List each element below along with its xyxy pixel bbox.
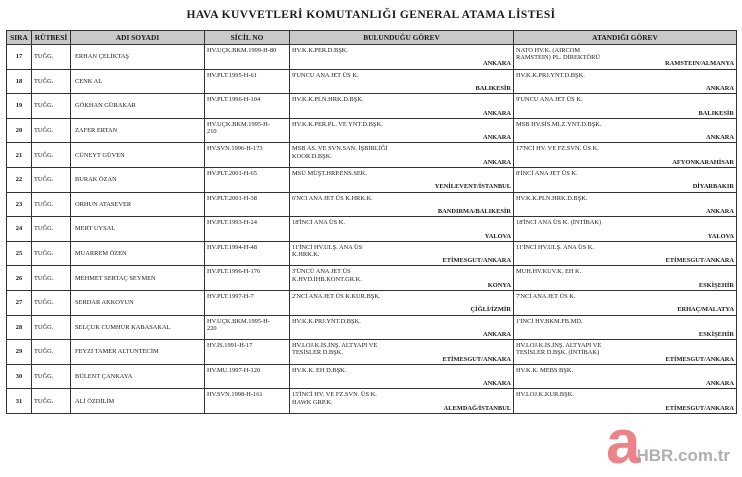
- current-post-city: BALIKESİR: [475, 84, 511, 92]
- row-number: 25: [7, 241, 32, 266]
- row-name: ORHUN ATASEVER: [71, 192, 205, 217]
- assigned-post-line: MUH.HV.KUV.K. EH K.: [516, 268, 582, 276]
- row-name: ZAFER ERTAN: [71, 118, 205, 143]
- row-sicil: [205, 167, 290, 192]
- table-row: [7, 45, 737, 70]
- row-number: 22: [7, 167, 32, 192]
- row-current-post: [290, 217, 514, 242]
- table-body: [7, 45, 737, 414]
- row-current-post: [290, 340, 514, 365]
- row-number: 17: [7, 45, 32, 70]
- header-rutbesi: RÜTBESİ: [32, 31, 71, 45]
- sicil-line: HV.PLT.1997-H-7: [207, 292, 254, 300]
- current-post-line: 11'İNCİ HV.ULŞ. ANA ÜS: [292, 243, 363, 251]
- current-post-line: K.HRK.K.: [292, 250, 320, 258]
- row-sicil: [205, 340, 290, 365]
- row-current-post: [290, 315, 514, 340]
- assigned-post-line: HV.K.K. MEBS BŞK.: [516, 366, 574, 374]
- current-post-city: KONYA: [487, 281, 511, 289]
- sicil-line: HV.MU.1997-H-120: [207, 366, 261, 374]
- assigned-post-city: ESKİŞEHİR: [698, 330, 734, 338]
- row-current-post: [290, 266, 514, 291]
- row-number: 23: [7, 192, 32, 217]
- table-row: [7, 315, 737, 340]
- current-post-city: ANKARA: [482, 158, 511, 166]
- row-current-post: [290, 241, 514, 266]
- current-post-city: ANKARA: [482, 380, 511, 388]
- row-number: 26: [7, 266, 32, 291]
- assigned-post-line: 11'İNCİ HV.ULŞ. ANA ÜS K.: [516, 243, 595, 251]
- row-name: BÜLENT ÇANKAYA: [71, 364, 205, 389]
- header-adi-soyadi: ADI SOYADI: [71, 31, 205, 45]
- row-assigned-post: [514, 266, 737, 291]
- row-rank: TUĞG.: [32, 389, 71, 414]
- row-number: 21: [7, 143, 32, 168]
- row-name: MUARREM ÖZEN: [71, 241, 205, 266]
- assigned-post-line: TESİSLER D.BŞK. (İNTİBAK): [516, 349, 600, 357]
- assigned-post-city: ANKARA: [705, 207, 734, 215]
- header-sicil-no: SİCİL NO: [205, 31, 290, 45]
- assigned-post-city: RAMSTEIN/ALMANYA: [664, 60, 734, 68]
- current-post-city: ANKARA: [482, 60, 511, 68]
- table-row: [7, 118, 737, 143]
- row-name: MERT UYSAL: [71, 217, 205, 242]
- assigned-post-line: 18'İNCİ ANA ÜS K. (İNTİBAK): [516, 219, 602, 227]
- assigned-post-line: 1'İNCİ HV.BKM.FB.MD.: [516, 317, 583, 325]
- row-rank: TUĞG.: [32, 167, 71, 192]
- assigned-post-line: 7'NCİ ANA JET ÜS K.: [516, 292, 576, 300]
- assigned-post-city: ESKİŞEHİR: [698, 281, 734, 289]
- row-current-post: [290, 69, 514, 94]
- row-number: 24: [7, 217, 32, 242]
- row-assigned-post: [514, 94, 737, 119]
- table-row: [7, 192, 737, 217]
- table-row: [7, 266, 737, 291]
- row-assigned-post: [514, 118, 737, 143]
- current-post-line: MSB AS. VE SVN.SAN. İŞBİRLİĞİ: [292, 145, 388, 153]
- sicil-line: 220: [207, 324, 217, 332]
- row-sicil: [205, 45, 290, 70]
- assigned-post-city: ANKARA: [705, 134, 734, 142]
- row-rank: TUĞG.: [32, 192, 71, 217]
- row-sicil: [205, 69, 290, 94]
- row-rank: TUĞG.: [32, 45, 71, 70]
- table-row: [7, 167, 737, 192]
- row-rank: TUĞG.: [32, 241, 71, 266]
- assigned-post-city: BALIKESİR: [698, 109, 734, 117]
- assigned-post-line: HV.LOJ.K.KUR.BŞK.: [516, 391, 574, 399]
- row-sicil: [205, 290, 290, 315]
- row-rank: TUĞG.: [32, 266, 71, 291]
- current-post-line: HV.K.K.PER.D.BŞK.: [292, 47, 348, 54]
- sicil-line: HV.PLT.2001-H-65: [207, 169, 257, 177]
- assigned-post-line: HV.LOJ.K.İS.İNŞ. ALTYAPI VE: [516, 342, 602, 350]
- sicil-line: HV.SVN.1998-H-161: [207, 391, 263, 399]
- row-rank: TUĞG.: [32, 340, 71, 365]
- row-name: CÜNEYT GÜVEN: [71, 143, 205, 168]
- row-name: SELÇUK CUMHUR KABASAKAL: [71, 315, 205, 340]
- row-number: 29: [7, 340, 32, 365]
- row-name: FEYZİ TAMER ALTUNTECİM: [71, 340, 205, 365]
- current-post-line: K.HVD.İHB.KONT.GR.K.: [292, 275, 362, 283]
- row-name: ERHAN ÇELİKTAŞ: [71, 45, 205, 70]
- assigned-post-city: DİYARBAKIR: [692, 183, 734, 191]
- header-atandigi-gorev: ATANDIĞI GÖREV: [514, 31, 737, 45]
- current-post-line: MSÜ MÜŞT.HRP.ENS.SEK.: [292, 169, 367, 177]
- row-current-post: [290, 167, 514, 192]
- row-sicil: [205, 192, 290, 217]
- row-sicil: [205, 118, 290, 143]
- current-post-line: HV.K.K. EH D.BŞK.: [292, 366, 347, 374]
- assigned-post-line: 9'UNCU ANA JET ÜS K.: [516, 96, 583, 104]
- row-current-post: [290, 364, 514, 389]
- current-post-line: 15'İNCİ HV. VE FZ.SVN. ÜS K.: [292, 391, 377, 399]
- table-row: [7, 69, 737, 94]
- row-current-post: [290, 45, 514, 70]
- assigned-post-line: RAMSTEIN) PL. DİREKTÖRÜ: [516, 54, 600, 62]
- current-post-line: HV.LOJ.K.İS.İNŞ. ALTYAPI VE: [292, 342, 378, 350]
- row-sicil: [205, 94, 290, 119]
- row-assigned-post: [514, 167, 737, 192]
- row-number: 18: [7, 69, 32, 94]
- row-rank: TUĞG.: [32, 364, 71, 389]
- current-post-city: YALOVA: [484, 232, 511, 240]
- row-assigned-post: [514, 192, 737, 217]
- current-post-line: 2'NCİ ANA JET ÜS K.KUR.BŞK.: [292, 292, 381, 300]
- current-post-line: TESİSLER D.BŞK.: [292, 349, 343, 357]
- table-row: [7, 364, 737, 389]
- assigned-post-line: NATO HV.K. (AIRCOM: [516, 47, 581, 54]
- table-row: [7, 217, 737, 242]
- current-post-line: 18'İNCİ ANA ÜS K.: [292, 219, 345, 227]
- assigned-post-city: ETİMESGUT/ANKARA: [665, 257, 734, 265]
- row-number: 20: [7, 118, 32, 143]
- table-row: [7, 241, 737, 266]
- row-number: 19: [7, 94, 32, 119]
- sicil-line: HV.PLT.1993-H-24: [207, 219, 257, 227]
- sicil-line: HV.SVN.1996-H-173: [207, 145, 263, 153]
- row-sicil: [205, 241, 290, 266]
- assigned-post-city: YALOVA: [707, 232, 734, 240]
- table-row: [7, 143, 737, 168]
- assigned-post-city: ANKARA: [705, 380, 734, 388]
- row-sicil: [205, 143, 290, 168]
- current-post-city: YENİLEVENT/İSTANBUL: [434, 183, 511, 191]
- sicil-line: HV.UÇK.BKM.1995-H-: [207, 317, 270, 325]
- assigned-post-line: HV.K.K.PLN.HRK.D.BŞK.: [516, 194, 588, 202]
- row-name: MEHMET SERTAÇ SEYMEN: [71, 266, 205, 291]
- row-rank: TUĞG.: [32, 217, 71, 242]
- row-rank: TUĞG.: [32, 290, 71, 315]
- row-assigned-post: [514, 241, 737, 266]
- current-post-city: ANKARA: [482, 109, 511, 117]
- assigned-post-city: AFYONKARAHİSAR: [672, 158, 734, 166]
- watermark-text: HBR.com.tr: [636, 446, 730, 465]
- assigned-post-city: ETİMESGUT/ANKARA: [665, 355, 734, 363]
- assignment-table: [6, 30, 737, 414]
- row-assigned-post: [514, 315, 737, 340]
- current-post-city: ANKARA: [482, 134, 511, 142]
- row-rank: TUĞG.: [32, 118, 71, 143]
- row-number: 31: [7, 389, 32, 414]
- row-current-post: [290, 389, 514, 414]
- sicil-line: HV.UÇK.BKM.1995-H-: [207, 120, 270, 128]
- current-post-line: KOOR.D.BŞK.: [292, 152, 332, 160]
- row-assigned-post: [514, 45, 737, 70]
- table-row: [7, 389, 737, 414]
- page-title: HAVA KUVVETLERİ KOMUTANLIĞI GENERAL ATAMA LİSTESİ: [186, 9, 556, 21]
- row-name: GÖKHAN GÜRAKAR: [71, 94, 205, 119]
- table-header-row: [7, 31, 737, 45]
- row-name: ALİ ÖZDİLİM: [71, 389, 205, 414]
- table-row: [7, 94, 737, 119]
- current-post-city: ETİMESGUT/ANKARA: [442, 257, 511, 265]
- current-post-line: HAWK GRP.K.: [292, 398, 333, 406]
- assigned-post-line: MSB HV.SİS.MLZ.YNT.D.BŞK.: [516, 120, 602, 128]
- header-bulundugu-gorev: BULUNDUĞU GÖREV: [290, 31, 514, 45]
- sicil-line: HV.PLT.2001-H-38: [207, 194, 257, 202]
- row-current-post: [290, 192, 514, 217]
- current-post-line: 3'ÜNCÜ ANA JET ÜS: [292, 268, 351, 276]
- row-assigned-post: [514, 143, 737, 168]
- sicil-line: HV.PLT.1996-H-104: [207, 96, 261, 104]
- row-rank: TUĞG.: [32, 143, 71, 168]
- row-assigned-post: [514, 290, 737, 315]
- current-post-line: HV.K.K.PRJ.YNT.D.BŞK.: [292, 317, 361, 325]
- row-number: 27: [7, 290, 32, 315]
- header-sira: SIRA: [7, 31, 32, 45]
- current-post-line: HV.K.K.PLN.HRK.D.BŞK.: [292, 96, 364, 104]
- row-rank: TUĞG.: [32, 315, 71, 340]
- sicil-line: HV.UÇK.BKM.1999-H-80: [207, 47, 277, 54]
- current-post-city: BANDIRMA/BALIKESİR: [437, 207, 511, 215]
- sicil-line: 210: [207, 127, 217, 135]
- row-number: 30: [7, 364, 32, 389]
- row-sicil: [205, 364, 290, 389]
- current-post-city: ÇİĞLİ/İZMİR: [470, 306, 511, 314]
- row-current-post: [290, 143, 514, 168]
- row-assigned-post: [514, 389, 737, 414]
- sicil-line: HV.PLT.1996-H-176: [207, 268, 261, 276]
- row-assigned-post: [514, 364, 737, 389]
- row-name: SERDAR AKKOYUN: [71, 290, 205, 315]
- row-assigned-post: [514, 340, 737, 365]
- row-rank: TUĞG.: [32, 69, 71, 94]
- row-name: CENK AL: [71, 69, 205, 94]
- row-current-post: [290, 94, 514, 119]
- row-sicil: [205, 315, 290, 340]
- row-sicil: [205, 217, 290, 242]
- current-post-line: 9'UNCU ANA JET ÜS K.: [292, 71, 359, 79]
- table-row: [7, 340, 737, 365]
- current-post-city: ETİMESGUT/ANKARA: [442, 355, 511, 363]
- row-rank: TUĞG.: [32, 94, 71, 119]
- current-post-city: ALEMDAĞ/İSTANBUL: [443, 404, 511, 412]
- assigned-post-city: ERHAÇ/MALATYA: [677, 306, 734, 314]
- row-assigned-post: [514, 69, 737, 94]
- row-name: BURAK ÖZAN: [71, 167, 205, 192]
- row-sicil: [205, 266, 290, 291]
- sicil-line: HV.PLT.1995-H-61: [207, 71, 257, 79]
- sicil-line: HV.PLT.1994-H-48: [207, 243, 257, 251]
- current-post-city: ANKARA: [482, 330, 511, 338]
- assigned-post-line: 17'NCİ HV. VE FZ.SVN. ÜS K.: [516, 145, 599, 153]
- row-number: 28: [7, 315, 32, 340]
- assigned-post-city: ETİMESGUT/ANKARA: [665, 404, 734, 412]
- row-sicil: [205, 389, 290, 414]
- row-current-post: [290, 118, 514, 143]
- a-logo-icon: a: [606, 408, 641, 477]
- assigned-post-line: 8'İNCİ ANA JET ÜS K.: [516, 169, 578, 177]
- current-post-line: HV.K.K.PER.PL. VE YNT.D.BŞK.: [292, 120, 383, 128]
- hbr-watermark: [606, 408, 730, 477]
- table-row: [7, 290, 737, 315]
- assigned-post-line: HV.K.K.PRJ.YNT.D.BŞK.: [516, 71, 585, 79]
- assigned-post-city: ANKARA: [705, 84, 734, 92]
- row-current-post: [290, 290, 514, 315]
- row-assigned-post: [514, 217, 737, 242]
- current-post-line: 6'NCI ANA JET ÜS K.HRK.K.: [292, 194, 373, 202]
- sicil-line: HV.İS.1991-H-17: [207, 342, 253, 350]
